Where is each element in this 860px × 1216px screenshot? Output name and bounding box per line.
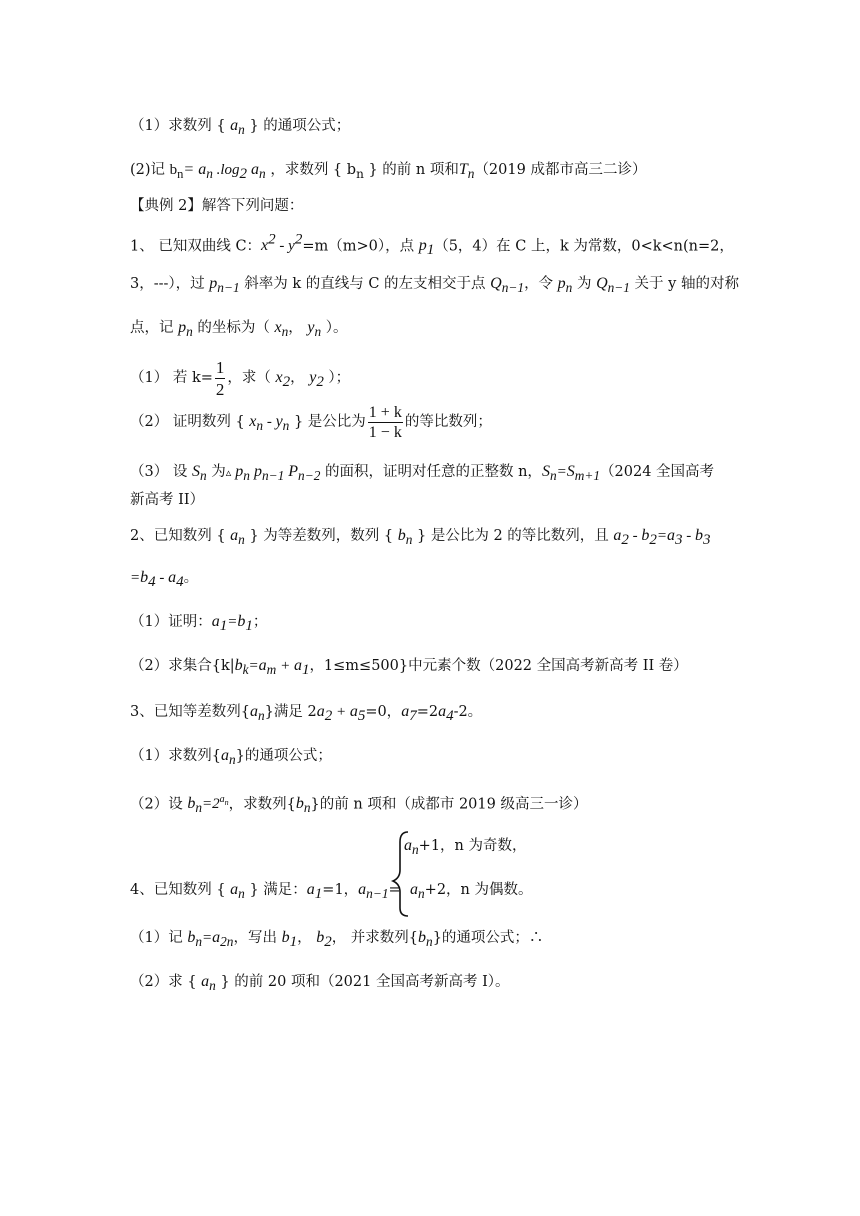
math-condition: $a_2 - b_2=a_3 - b_3$ (613, 527, 711, 549)
line-14: （2）求集合{$k|b_k=a_m + a_1$，1≤m≤500}中元素个数（2022 全国高考新高考 II 卷） (130, 657, 688, 679)
line-6: 点，记 $p_n$ 的坐标为（ $x_n$， $y_n$ ）。 (130, 319, 348, 340)
line-17: （2）设 $b_n=2^{a_n}$，求数列$\{b_n\}$的前 n 项和（成都市 2019 级高三一诊） (130, 794, 588, 816)
line-22: （2）求 { $a_n$ } 的前 20 项和（2021 全国高考新高考 I）。 (130, 973, 510, 994)
math-log-expr: = $a_n$ $.\log_2$ $a_n$ (183, 161, 266, 183)
line-4: 1、 已知双曲线 C：$x^2 - y^2=m(m>0)$，点 $p_1(5$，4）在 C 上，k 为常数，0<k<n(n=2， (130, 232, 734, 259)
math-triangle: ▵ $p_n$ $p_{n-1}$ $P_{n-2}$ (225, 463, 321, 484)
math-hyperbola: $x^2 - y^2$ (261, 232, 303, 255)
fraction-half: $\frac{1}{2}$ (215, 357, 225, 399)
line-8: （2） 证明数列 { $x_n - y_n$ } 是公比为 $\frac{1 + k}{1 - k}$ 的等比数列； (130, 403, 492, 441)
line-21: （1）记 $b_n=a_{2n}$，写出 $b_1$， $b_2$， 并求数列$\{b_n\}$的通项公式；∴ (130, 929, 544, 951)
line-19: 4、已知数列 { $a_n$ } 满足：$a_1=1$，$a_{n-1}=$ (130, 881, 401, 903)
line-13: （1）证明：$a_1=b_1$； (130, 613, 268, 635)
var-b: $b_n$ (169, 162, 184, 181)
line-1: （1）求数列 { $a_n$ } 的通项公式； (130, 117, 351, 138)
line-11: 2、已知数列 { $a_n$ } 为等差数列，数列 { $b_n$ } 是公比为 2 的等比数列，且 $a_2 - b_2=a_3 - b_3$ (130, 527, 711, 549)
line-10: 新高考 II） (130, 492, 205, 508)
line-3-heading: 【典例 2】解答下列问题： (130, 198, 304, 214)
line-7: （1） 若 k= $\frac{1}{2}$ ，求（ $x_2$， $y_2$ ）； (130, 357, 351, 399)
fraction-ratio: $\frac{1 + k}{1 - k}$ (368, 403, 402, 441)
line-2: (2)记 $b_n= a_n$ $.\log_2$ $a_n$ ，求数列 { $b_n$ } 的前 n 项和$T_n(2019$ 成都市高三二诊） (130, 161, 647, 183)
line-18-piecewise-odd: $a_n+1$，n 为奇数， (404, 837, 527, 858)
line-5: 3，---），过 $p_{n-1}$ 斜率为 k 的直线与 C 的左支相交于点 $Q_{n-1}$，令 $p_n$ 为 $Q_{n-1}$ 关于 y 轴的对称 (130, 275, 739, 296)
var-a: $a_n$ (230, 117, 245, 138)
line-9: （3） 设 $S_n$ 为▵ $p_n$ $p_{n-1}$ $P_{n-2}$ 的面积，证明对任意的正整数 n，$S_n=S_{m+1}(2024$ 全国高考 (130, 463, 715, 484)
var-T: $T_n$ (458, 161, 475, 182)
line-20-piecewise-even: $a_n+2$，n 为偶数。 (410, 881, 533, 902)
line-15: 3、已知等差数列$\{a_n\}$满足 $2a_2 + a_5=0$，$a_7=2a_4-2$。 (130, 703, 483, 725)
line-12: $=b_4 - a_4$。 (130, 569, 199, 591)
line-16: （1）求数列$\{a_n\}$的通项公式； (130, 747, 332, 768)
